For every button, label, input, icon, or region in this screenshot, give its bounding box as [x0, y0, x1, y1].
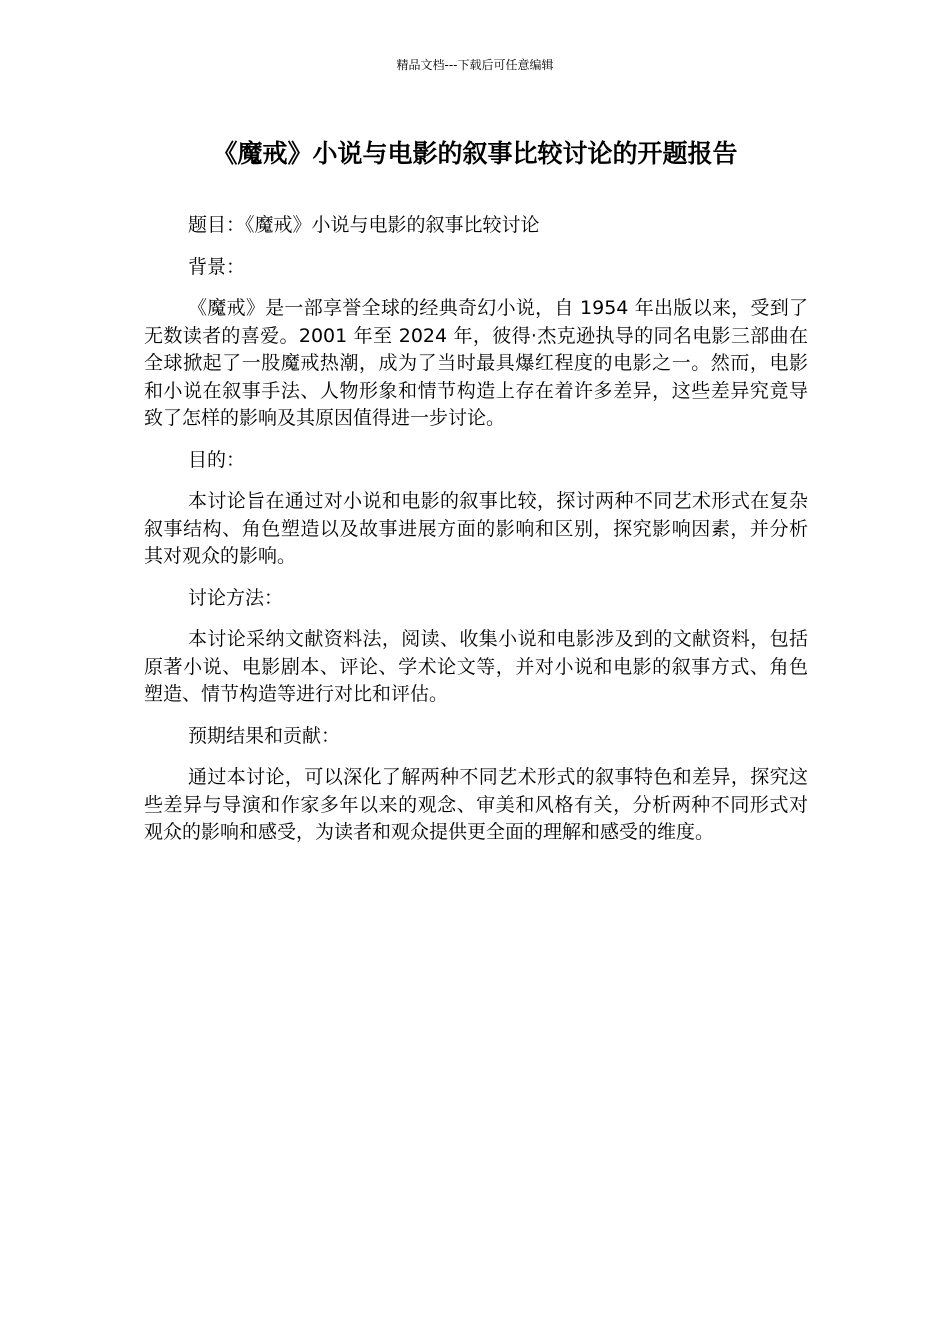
section-label-method: 讨论方法： [188, 586, 284, 609]
topic-line: 题目：《魔戒》小说与电影的叙事比较讨论 [188, 214, 540, 236]
section-label-background: 背景： [188, 255, 246, 278]
section-body-background: 《魔戒》是一部享誉全球的经典奇幻小说，自 1954 年出版以来，受到了无数读者的喜爱。2001 年至 2024 年，彼得·杰克逊执导的同名电影三部曲在全球掀起了一股魔戒热潮，成为了当时最具爆红程度的电影之一。然而，电影和小说在叙事手法、人物形象和情节构造上存在着许多差异，这些差异究竟导致了怎样的影响及其原因值得进一步讨论。 [144, 297, 808, 429]
section-body-method: 本讨论采纳文献资料法，阅读、收集小说和电影涉及到的文献资料，包括原著小说、电影剧本、评论、学术论文等，并对小说和电影的叙事方式、角色塑造、情节构造等进行对比和评估。 [144, 628, 808, 705]
section-body-expected-results: 通过本讨论，可以深化了解两种不同艺术形式的叙事特色和差异，探究这些差异与导演和作家多年以来的观念、审美和风格有关，分析两种不同形式对观众的影响和感受，为读者和观众提供更全面的理解和感受的维度。 [144, 766, 808, 843]
header-note: 精品文档---下载后可任意编辑 [396, 58, 554, 72]
document-title: 《魔戒》小说与电影的叙事比较讨论的开题报告 [212, 139, 738, 168]
document-body [144, 212, 808, 861]
section-label-expected-results: 预期结果和贡献： [188, 724, 341, 747]
section-body-purpose: 本讨论旨在通过对小说和电影的叙事比较，探讨两种不同艺术形式在复杂叙事结构、角色塑造以及故事进展方面的影响和区别，探究影响因素，并分析其对观众的影响。 [144, 490, 808, 567]
section-label-purpose: 目的： [188, 448, 246, 471]
